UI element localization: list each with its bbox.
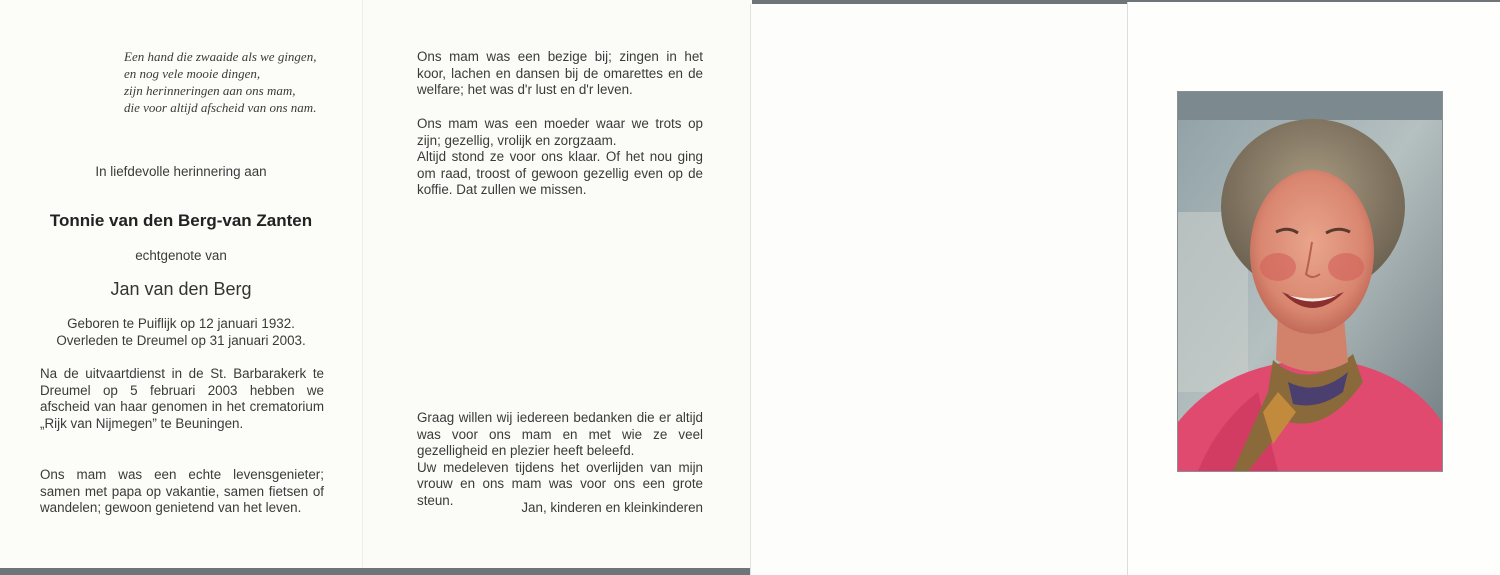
proud-mother-text: Ons mam was een moeder waar we trots op zijn; gezellig, vrolijk en zorgzaam.: [417, 116, 703, 148]
life-paragraph: Ons mam was een echte levensgenieter; samen met papa op vakantie, samen fietsen of wandelen; gewoon genietend van het leven.: [40, 467, 324, 516]
memorial-poem: [124, 48, 334, 116]
birth-line: Geboren te Puiflijk op 12 januari 1932.: [67, 316, 295, 331]
poem-line: die voor altijd afscheid van ons nam.: [124, 100, 317, 115]
spouse-name: Jan van den Berg: [110, 279, 252, 299]
portrait-photo: [1177, 91, 1443, 472]
thanks-text: Graag willen wij iedereen bedanken die er altijd was voor ons mam en met wie ze veel gezelligheid en plezier heeft beleefd.: [417, 410, 703, 459]
card-panel-left: [0, 0, 362, 568]
busy-bee-paragraph: Ons mam was een bezige bij; zingen in het koor, lachen en dansen bij de omarettes en de welfare; het was d'r lust en d'r leven.: [417, 49, 703, 98]
card-panel-middle: [362, 0, 752, 568]
in-memory-heading: In liefdevolle herinnering aan: [95, 164, 267, 179]
card-panel-photo: [1127, 2, 1500, 575]
poem-line: zijn herinneringen aan ons mam,: [124, 83, 296, 98]
sympathy-text: Uw medeleven tijdens het overlijden van mijn vrouw en ons mam was voor ons een grote steun.: [417, 459, 703, 508]
death-line: Overleden te Dreumel op 31 januari 2003.: [56, 333, 306, 348]
proud-mother-paragraph: [417, 116, 703, 199]
deceased-name: Tonnie van den Berg-van Zanten: [49, 211, 313, 230]
poem-line: Een hand die zwaaide als we gingen,: [124, 49, 317, 64]
poem-line: en nog vele mooie dingen,: [124, 66, 261, 81]
spouse-of-label: echtgenote van: [135, 248, 227, 263]
funeral-paragraph: Na de uitvaartdienst in de St. Barbarakerk te Dreumel op 5 februari 2003 hebben we afscheid van haar genomen in het crematorium „Rijk van Nijmegen” te Beuningen.: [40, 366, 324, 431]
always-there-text: Altijd stond ze voor ons klaar. Of het nou ging om raad, troost of gewoon gezellig even op de koffie. Dat zullen we missen.: [417, 149, 703, 198]
thanks-paragraph: [417, 410, 703, 510]
card-panel-blank: [750, 4, 1128, 575]
family-signature: Jan, kinderen en kleinkinderen: [521, 500, 703, 515]
